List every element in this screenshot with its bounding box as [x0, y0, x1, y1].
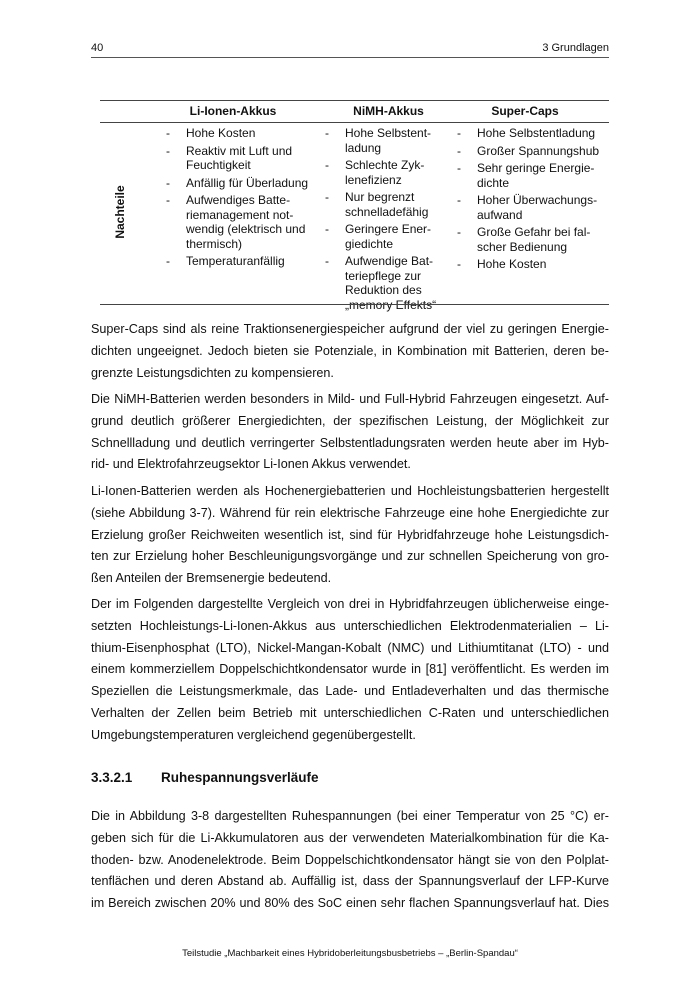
li-ion-item-line: - Anfällig für Überladung: [186, 175, 309, 190]
text-line: thium-Eisenphosphat (LTO), Nickel-Mangan-Kobalt (NMC) und Lithiumtitanat (LTO) - und: [91, 640, 609, 655]
text-line: Li-Ionen-Batterien werden als Hochenergiebatterien und Hochleistungsbatterien hergestellt: [91, 484, 609, 498]
text-line: ßen Anteilen der Bremsenergie bedeutend.: [91, 571, 332, 586]
nimh-item-line: teriepflege zur: [345, 268, 422, 283]
text-line: thoden- bzw. Anodenelektrode. Beim Doppelschichtkondensator hängt sie von den Polplat-: [91, 852, 609, 867]
column-header-supercaps: Super-Caps: [491, 104, 559, 118]
supercaps-item: [455, 161, 605, 190]
li-ion-item-line: wendig (elektrisch und: [186, 222, 306, 236]
nimh-item: [323, 190, 443, 219]
column-header-li-ion: Li-Ionen-Akkus: [189, 104, 277, 118]
table-bottom-rule: [100, 304, 609, 305]
supercaps-item: [455, 126, 605, 141]
supercaps-item: [455, 225, 605, 254]
nimh-item-line: Reduktion des: [345, 283, 422, 297]
text-line: Umgebungstemperaturen vergleichend gegenübergestellt.: [91, 727, 416, 742]
li-ion-item-line: - Reaktiv mit Luft und: [186, 143, 293, 158]
page-number: 40: [91, 42, 104, 54]
nimh-item-line: - Hohe Selbstent-: [345, 126, 432, 140]
text-line: grund deutlich größerer Energiedichten, der spezifischen Leistung, der Möglichkeit zur: [91, 413, 609, 428]
text-line: Speziellen die Leistungsmerkmale, das Lade- und Entladeverhalten und das thermische: [91, 684, 609, 699]
heading-number: 3.3.2.1: [91, 770, 133, 785]
supercaps-item-line: - Hoher Überwachungs-: [477, 193, 598, 207]
text-line: tenflächen und deren Abstand ab. Auffällig ist, dass der Spannungsverlauf der LFP-Kurve: [91, 874, 609, 889]
nimh-item: [323, 222, 443, 251]
supercaps-item-line: dichte: [477, 175, 510, 190]
text-line: dichten ungeeignet. Jedoch bieten sie Potenziale, in Kombination mit Batterien, deren be-: [91, 343, 609, 358]
li-ion-item-line: - Aufwendiges Batte-: [186, 193, 291, 207]
supercaps-item-line: - Großer Spannungshub: [477, 143, 600, 158]
supercaps-item-line: - Große Gefahr bei fal-: [477, 225, 591, 239]
paragraph-supercaps: [91, 319, 609, 384]
text-line: einem kommerziellem Doppelschichtkondensator wurde in [81] veröffentlicht. Es werden im: [91, 662, 609, 677]
text-line: Erzielung großer Reichweiten wesentlich ist, sind für Hybridfahrzeuge hohe Leistungsdich-: [91, 527, 609, 542]
heading-title: Ruhespannungsverläufe: [161, 770, 319, 785]
li-ion-item-line: thermisch): [186, 236, 243, 251]
nimh-item-line: - Aufwendige Bat-: [345, 254, 434, 268]
li-ion-item-line: - Temperaturanfällig: [186, 254, 285, 268]
text-line: Super-Caps sind als reine Traktionsenergiespeicher aufgrund der viel zu geringen Energie-: [91, 322, 609, 336]
section-heading: [91, 770, 319, 785]
supercaps-item: [455, 257, 605, 272]
supercaps-item: [455, 193, 605, 222]
paragraph-ruhespannung: [91, 806, 609, 915]
text-line: setzten Hochleistungs-Li-Ionen-Akkus aus unterschiedlichen Elektrodenmaterialien – Li-: [91, 618, 609, 633]
nimh-item-line: lenefizienz: [345, 172, 402, 187]
supercaps-item-line: aufwand: [477, 207, 523, 222]
text-line: (siehe Abbildung 3-7). Während für rein elektrische Fahrzeuge eine hohe Energiedichte zur: [91, 505, 609, 520]
li-ion-item-line: Feuchtigkeit: [186, 158, 251, 172]
supercaps-item-line: - Hohe Selbstentladung: [477, 126, 596, 140]
text-line: geben sich für die Li-Akkumulatoren aus der verwendeten Materialkombination für die Ka-: [91, 830, 609, 845]
text-line: Die in Abbildung 3-8 dargestellten Ruhespannungen (bei einer Temperatur von 25 °C) er-: [91, 809, 609, 823]
section-title: 3 Grundlagen: [542, 42, 609, 54]
page-footer: Teilstudie „Machbarkeit eines Hybridoberleitungsbusbetriebs – „Berlin-Spandau“: [182, 948, 518, 959]
nimh-item-line: - Geringere Ener-: [345, 222, 432, 236]
nimh-item-line: schnelladefähig: [345, 204, 429, 219]
nimh-item: [323, 158, 443, 187]
text-line: grenzte Leistungsdichten zu kompensieren.: [91, 365, 334, 380]
paragraph-comparison: [91, 594, 609, 747]
nimh-item-line: - Schlechte Zyk-: [345, 158, 425, 172]
row-label-nachteile: Nachteile: [113, 185, 127, 239]
li-ion-item: [164, 193, 314, 251]
table-header-rule: [100, 122, 609, 123]
text-line: Die NiMH-Batterien werden besonders in Mild- und Full-Hybrid Fahrzeugen eingesetzt. Auf-: [91, 392, 609, 406]
nimh-item-line: giedichte: [345, 236, 394, 251]
nimh-disadvantages: [323, 126, 443, 315]
li-ion-item: [164, 144, 314, 173]
text-line: ten zur Erzielung hoher Beschleunigungsvorgänge und zur schnellen Speicherung von gro-: [91, 549, 609, 564]
text-line: Verhalten der Zellen beim Betrieb mit unterschiedlichen C-Raten und unterschiedlichen: [91, 705, 609, 720]
supercaps-item-line: - Sehr geringe Energie-: [477, 161, 595, 175]
supercaps-item-line: scher Bedienung: [477, 239, 568, 254]
li-ion-item: [164, 126, 314, 141]
text-line: im Bereich zwischen 20% und 80% des SoC einen sehr flachen Spannungsverlauf hat. Dies: [91, 896, 609, 911]
paragraph-li-ion: [91, 481, 609, 590]
li-ion-item: [164, 176, 314, 191]
running-header: [91, 41, 609, 58]
li-ion-item-line: riemanagement not-: [186, 207, 294, 222]
supercaps-item: [455, 144, 605, 159]
text-line: Schnellladung und deutlich verringerter Selbstentladungsraten werden heute aber im Hyb-: [91, 435, 609, 450]
nimh-item: [323, 126, 443, 155]
nimh-item-line: - Nur begrenzt: [345, 190, 415, 204]
column-header-nimh: NiMH-Akkus: [353, 104, 424, 118]
table-top-rule: [100, 100, 609, 101]
nimh-item-line: ladung: [345, 140, 382, 155]
text-line: rid- und Elektrofahrzeugsektor Li-Ionen Akkus verwendet.: [91, 457, 411, 472]
paragraph-nimh: [91, 389, 609, 476]
li-ion-item: [164, 254, 314, 269]
li-ion-item-line: - Hohe Kosten: [186, 126, 256, 140]
supercaps-item-line: - Hohe Kosten: [477, 257, 547, 271]
li-ion-disadvantages: [164, 126, 314, 272]
text-line: Der im Folgenden dargestellte Vergleich von drei in Hybridfahrzeugen üblicherweise einge-: [91, 597, 609, 611]
supercaps-disadvantages: [455, 126, 605, 275]
nimh-item-line: „memory Effekts“: [345, 297, 437, 312]
